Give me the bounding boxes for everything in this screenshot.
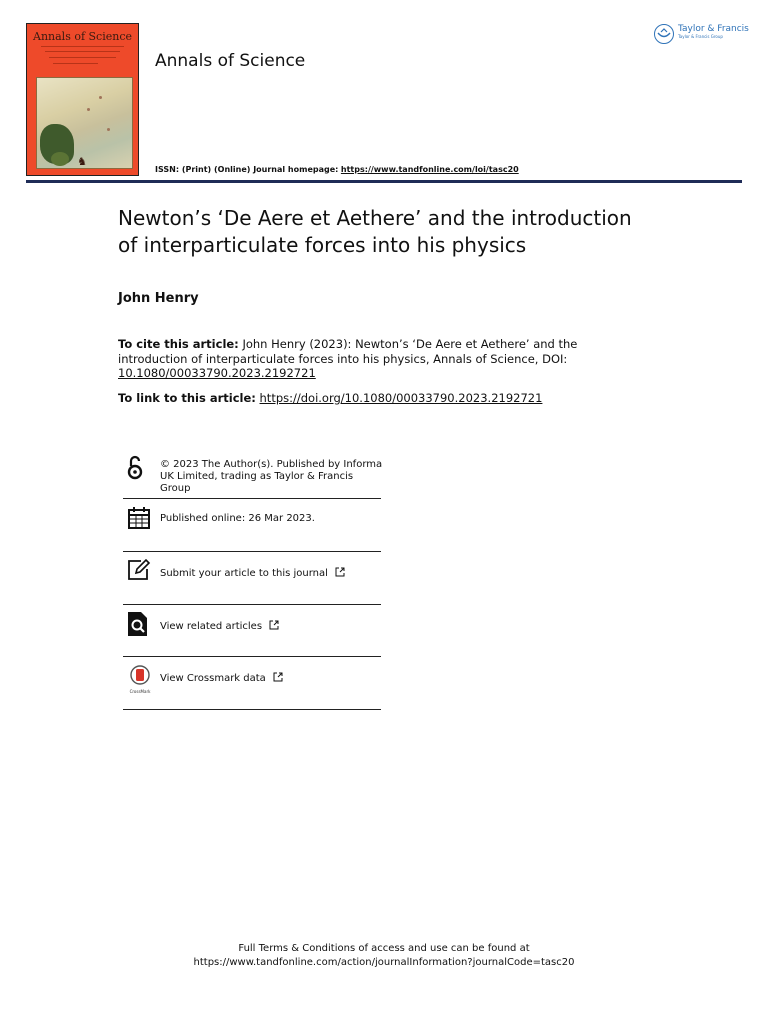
related-articles-link[interactable] bbox=[160, 620, 279, 633]
journal-name: Annals of Science bbox=[155, 51, 306, 71]
article-title-line: of interparticulate forces into his physics bbox=[118, 233, 527, 257]
open-access-icon bbox=[127, 455, 143, 485]
edit-icon bbox=[127, 559, 151, 585]
article-title-line: Newton’s ‘De Aere et Aethere’ and the introduction bbox=[118, 206, 632, 230]
citation-block bbox=[118, 337, 588, 381]
map-dot bbox=[99, 96, 102, 99]
map-dot bbox=[87, 108, 90, 111]
external-link-icon bbox=[335, 567, 345, 577]
header-divider bbox=[26, 180, 742, 183]
crossmark-link[interactable] bbox=[160, 672, 283, 685]
submit-article-link[interactable] bbox=[160, 567, 345, 580]
footer-terms bbox=[0, 942, 768, 970]
publisher-name: Taylor & Francis bbox=[678, 24, 749, 34]
external-link-icon bbox=[273, 672, 283, 682]
open-access-item bbox=[123, 453, 381, 499]
crossmark-caption: CrossMark bbox=[129, 689, 151, 694]
cover-rule bbox=[45, 51, 120, 52]
published-online-text: Published online: 26 Mar 2023. bbox=[160, 513, 315, 524]
related-articles-label: View related articles bbox=[160, 621, 263, 632]
article-link-label: To link to this article: bbox=[118, 391, 256, 405]
journal-cover bbox=[26, 23, 139, 176]
map-dot bbox=[107, 128, 110, 131]
article-title bbox=[118, 205, 678, 259]
citation-label: To cite this article: bbox=[118, 337, 239, 351]
crossmark-item[interactable] bbox=[123, 656, 381, 710]
tree-shape bbox=[51, 152, 69, 166]
cover-rule bbox=[49, 57, 116, 58]
issn-line bbox=[155, 165, 519, 174]
journal-homepage-link[interactable]: https://www.tandfonline.com/loi/tasc20 bbox=[340, 165, 519, 174]
citation-text: John Henry (2023): Newton’s ‘De Aere et Aethere’ and the introduction of interparticulate forces into his physics, Annals of Science, DOI: bbox=[118, 337, 578, 366]
published-online-item bbox=[123, 498, 381, 552]
publisher-emblem-icon: ♞ bbox=[77, 155, 87, 168]
cover-rule bbox=[41, 46, 124, 47]
calendar-icon bbox=[128, 507, 150, 533]
citation-doi-link[interactable]: 10.1080/00033790.2023.2192721 bbox=[118, 366, 316, 380]
issn-label: ISSN: (Print) (Online) Journal homepage: bbox=[155, 165, 339, 174]
author-name: John Henry bbox=[118, 291, 199, 306]
article-doi-link[interactable]: https://doi.org/10.1080/00033790.2023.2192721 bbox=[259, 391, 543, 405]
publisher-subname: Taylor & Francis Group bbox=[678, 34, 723, 39]
article-link-line bbox=[118, 391, 542, 405]
submit-article-item[interactable] bbox=[123, 551, 381, 605]
cover-rule bbox=[53, 63, 98, 64]
crossmark-icon bbox=[127, 665, 153, 694]
license-text: © 2023 The Author(s). Published by Informa UK Limited, trading as Taylor & Francis Group bbox=[160, 459, 383, 494]
footer-line: Full Terms & Conditions of access and use can be found at bbox=[238, 943, 530, 954]
crossmark-label: View Crossmark data bbox=[160, 673, 266, 684]
footer-terms-link[interactable]: https://www.tandfonline.com/action/journalInformation?journalCode=tasc20 bbox=[193, 957, 575, 968]
related-articles-item[interactable] bbox=[123, 604, 381, 657]
document-search-icon bbox=[128, 612, 148, 640]
cover-title: Annals of Science bbox=[33, 30, 132, 43]
external-link-icon bbox=[269, 620, 279, 630]
submit-article-label: Submit your article to this journal bbox=[160, 568, 328, 579]
publisher-logo-icon bbox=[654, 24, 674, 44]
publisher-logo[interactable] bbox=[654, 22, 749, 44]
